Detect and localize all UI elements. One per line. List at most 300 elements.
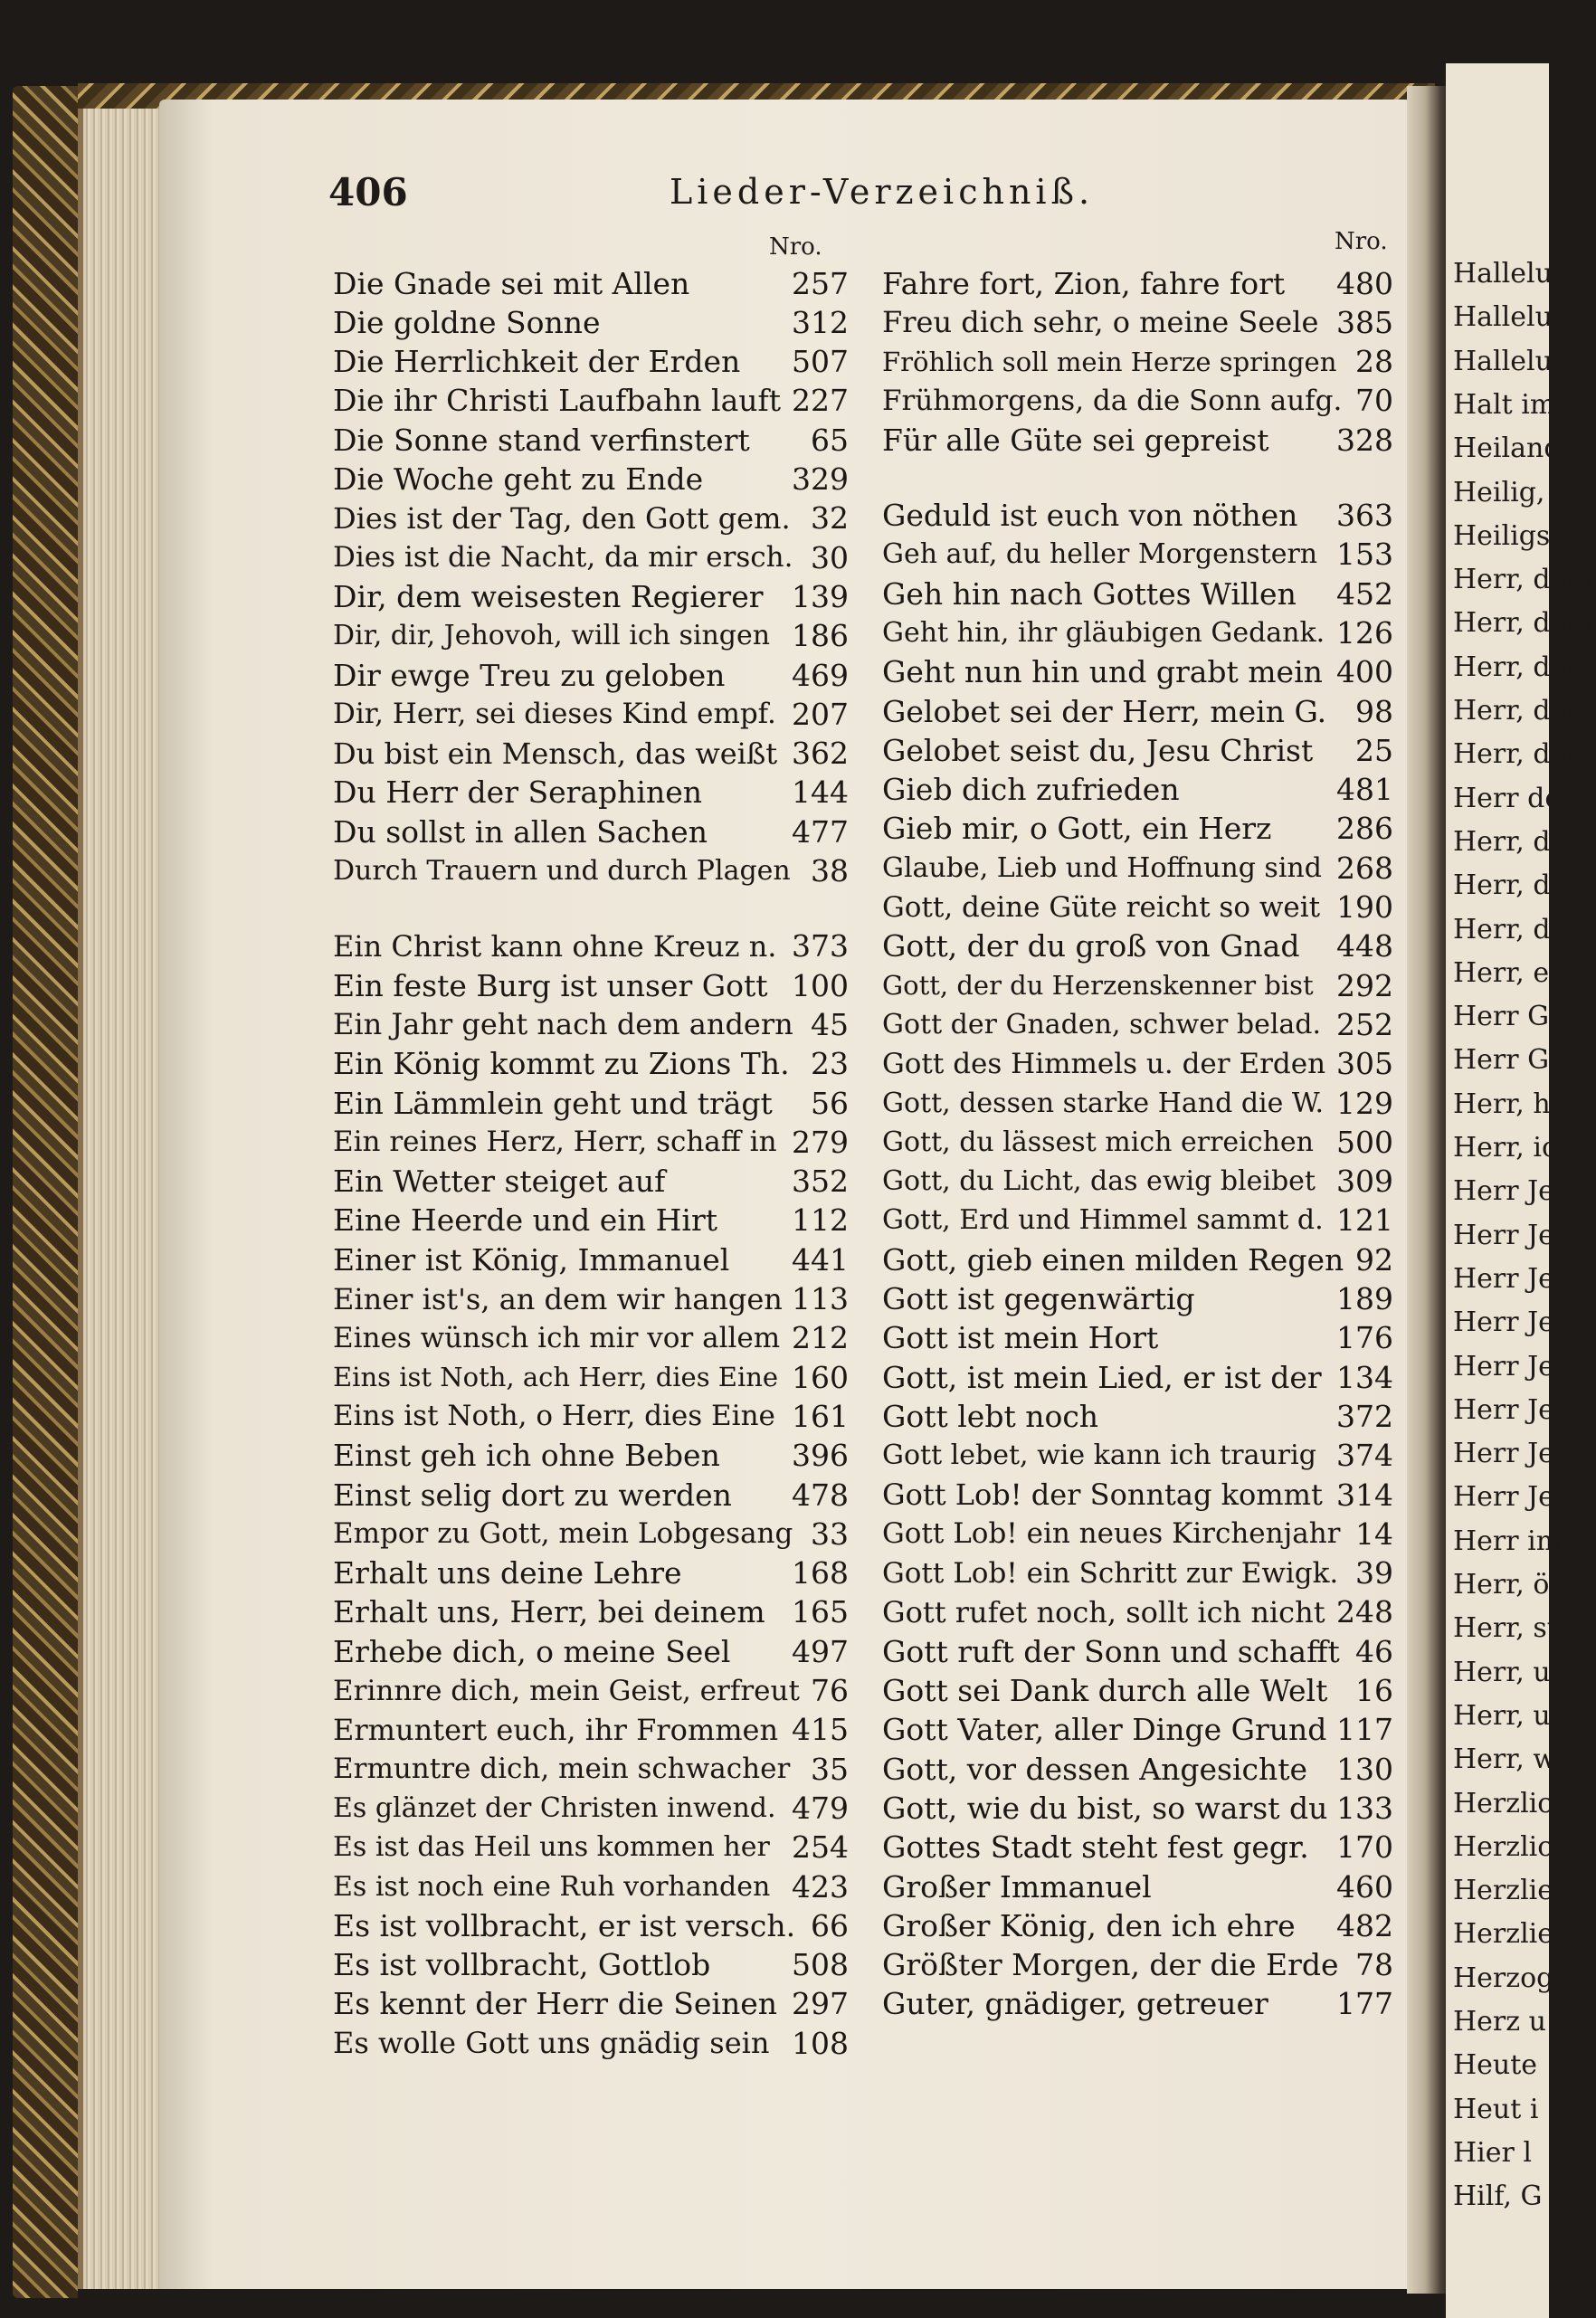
entry-number: 39 bbox=[1355, 1555, 1393, 1591]
entry-title: Gott des Himmels u. der Erden bbox=[882, 1047, 1326, 1080]
entry-title: Gott, gieb einen milden Regen bbox=[882, 1241, 1344, 1278]
entry-number: 252 bbox=[1336, 1006, 1393, 1042]
index-entry bbox=[882, 1554, 1393, 1592]
next-page-line: Herr Jes bbox=[1453, 1262, 1569, 1295]
entry-title: Gott, Erd und Himmel sammt d. bbox=[882, 1204, 1324, 1237]
next-page-line: Herr Go bbox=[1453, 1044, 1566, 1077]
entry-number: 396 bbox=[792, 1438, 849, 1474]
entry-number: 46 bbox=[1355, 1633, 1393, 1669]
entry-number: 189 bbox=[1336, 1281, 1393, 1316]
index-entry bbox=[882, 1632, 1393, 1670]
index-entry bbox=[333, 927, 849, 965]
entry-number: 481 bbox=[1336, 772, 1393, 808]
next-page-line: Heilig, he bbox=[1453, 476, 1588, 508]
entry-number: 207 bbox=[792, 696, 849, 732]
entry-number: 190 bbox=[1336, 889, 1393, 925]
index-entry bbox=[333, 343, 849, 381]
entry-title: Geht hin, ihr gläubigen Gedank. bbox=[882, 616, 1325, 649]
entry-title: Du sollst in allen Sachen bbox=[333, 813, 708, 850]
entry-title: Geh hin nach Gottes Willen bbox=[882, 575, 1297, 612]
entry-number: 38 bbox=[811, 853, 849, 888]
right-page-fragment bbox=[1446, 63, 1596, 2318]
index-entry bbox=[333, 1084, 849, 1122]
entry-number: 329 bbox=[792, 461, 849, 497]
next-page-line: Herr, öf bbox=[1453, 1569, 1560, 1601]
entry-title: Gott, ist mein Lied, er ist der bbox=[882, 1359, 1322, 1395]
index-entry bbox=[333, 1554, 849, 1592]
next-page-line: Herzlich bbox=[1453, 1787, 1571, 1819]
index-entry bbox=[333, 264, 849, 302]
next-page-line: Herr, dess bbox=[1453, 825, 1595, 858]
index-entry bbox=[882, 1397, 1393, 1435]
entry-title: Dies ist der Tag, den Gott gem. bbox=[333, 500, 791, 536]
index-entry bbox=[882, 1280, 1393, 1318]
entry-title: Großer Immanuel bbox=[882, 1868, 1152, 1905]
index-entry bbox=[882, 653, 1393, 691]
entry-title: Geht nun hin und grabt mein bbox=[882, 654, 1323, 690]
index-entry bbox=[882, 810, 1393, 848]
next-page-line: Herr, ich bbox=[1453, 1132, 1575, 1164]
entry-title: Guter, gnädiger, getreuer bbox=[882, 1986, 1268, 2022]
entry-number: 482 bbox=[1336, 1907, 1393, 1943]
entry-number: 56 bbox=[811, 1085, 849, 1121]
entry-number: 452 bbox=[1336, 575, 1393, 612]
entry-number: 460 bbox=[1336, 1868, 1393, 1905]
entry-title: Gott lebet, wie kann ich traurig bbox=[882, 1439, 1316, 1472]
next-page-line: Herr, du bbox=[1453, 913, 1568, 945]
entry-title: Gott Lob! ein Schritt zur Ewigk. bbox=[882, 1556, 1339, 1590]
entry-title: Es kennt der Herr die Seinen bbox=[333, 1986, 777, 2022]
index-entry bbox=[333, 656, 849, 694]
index-entry bbox=[333, 538, 849, 576]
entry-number: 25 bbox=[1355, 732, 1393, 768]
entry-number: 400 bbox=[1336, 654, 1393, 690]
entry-title: Es ist vollbracht, Gottlob bbox=[333, 1947, 711, 1983]
entry-number: 65 bbox=[811, 422, 849, 458]
entry-title: Empor zu Gott, mein Lobgesang bbox=[333, 1517, 793, 1551]
index-entry bbox=[882, 1946, 1393, 1984]
index-entry bbox=[882, 1867, 1393, 1905]
entry-number: 165 bbox=[792, 1594, 849, 1630]
index-entry bbox=[333, 1045, 849, 1083]
entry-number: 362 bbox=[792, 736, 849, 772]
next-page-line: Herr Jes bbox=[1453, 1393, 1569, 1426]
entry-title: Gelobet seist du, Jesu Christ bbox=[882, 732, 1314, 768]
entry-title: Es ist vollbracht, er ist versch. bbox=[333, 1907, 796, 1943]
index-entry bbox=[882, 343, 1393, 381]
entry-number: 477 bbox=[792, 813, 849, 850]
index-entry bbox=[882, 536, 1393, 574]
entry-number: 268 bbox=[1336, 850, 1393, 886]
entry-number: 121 bbox=[1336, 1202, 1393, 1239]
entry-title: Gott, vor dessen Angesichte bbox=[882, 1751, 1308, 1787]
entry-number: 254 bbox=[792, 1829, 849, 1866]
index-entry bbox=[882, 771, 1393, 809]
entry-number: 363 bbox=[1336, 498, 1393, 533]
index-entry bbox=[882, 1240, 1393, 1278]
next-page-line: Herzlie bbox=[1453, 1918, 1554, 1951]
entry-title: Ein feste Burg ist unser Gott bbox=[333, 967, 768, 1003]
entry-title: Du bist ein Mensch, das weißt bbox=[333, 736, 778, 771]
index-entry bbox=[882, 692, 1393, 730]
next-page-line: Herr Je bbox=[1453, 1350, 1554, 1382]
entry-number: 500 bbox=[1336, 1124, 1393, 1160]
index-entry bbox=[333, 577, 849, 615]
entry-title: Gott ist gegenwärtig bbox=[882, 1281, 1195, 1316]
index-entry bbox=[333, 1437, 849, 1475]
index-entry bbox=[882, 1672, 1393, 1710]
entry-number: 297 bbox=[792, 1986, 849, 2022]
entry-title: Fröhlich soll mein Herze springen bbox=[882, 346, 1337, 377]
index-entry bbox=[333, 1750, 849, 1788]
entry-number: 385 bbox=[1336, 304, 1393, 340]
entry-title: Die Herrlichkeit der Erden bbox=[333, 344, 741, 380]
index-entry bbox=[882, 1202, 1393, 1240]
index-entry bbox=[333, 1672, 849, 1710]
book-spine-binding bbox=[13, 86, 78, 2298]
entry-number: 352 bbox=[792, 1164, 849, 1200]
entry-title: Es ist noch eine Ruh vorhanden bbox=[333, 1870, 771, 1903]
entry-number: 112 bbox=[792, 1202, 849, 1239]
index-entry bbox=[882, 1789, 1393, 1827]
entry-title: Eins ist Noth, ach Herr, dies Eine bbox=[333, 1362, 779, 1393]
entry-number: 257 bbox=[792, 265, 849, 301]
entry-title: Erhalt uns deine Lehre bbox=[333, 1555, 682, 1591]
entry-title: Einer ist König, Immanuel bbox=[333, 1241, 730, 1278]
index-entry bbox=[333, 1789, 849, 1827]
entry-title: Ein Wetter steiget auf bbox=[333, 1164, 666, 1200]
entry-number: 78 bbox=[1355, 1947, 1393, 1983]
index-entry bbox=[882, 849, 1393, 887]
entry-title: Gott der Gnaden, schwer belad. bbox=[882, 1008, 1322, 1040]
index-entry bbox=[333, 695, 849, 733]
entry-title: Gott, der du Herzenskenner bist bbox=[882, 970, 1314, 1002]
entry-title: Gott rufet noch, sollt ich nicht bbox=[882, 1594, 1325, 1629]
next-page-line: Herzlie bbox=[1453, 1875, 1554, 1907]
entry-title: Erinnre dich, mein Geist, erfreut bbox=[333, 1674, 800, 1707]
entry-title: Die Woche geht zu Ende bbox=[333, 461, 704, 497]
entry-title: Eines wünsch ich mir vor allem bbox=[333, 1321, 781, 1354]
next-page-line: Herr, der bbox=[1453, 738, 1580, 771]
entry-title: Gott Vater, aller Dinge Grund bbox=[882, 1712, 1327, 1748]
next-page-line: Herr, w bbox=[1453, 1743, 1557, 1776]
next-page-line: Herr Got bbox=[1453, 1001, 1577, 1033]
entry-number: 28 bbox=[1355, 344, 1393, 380]
entry-title: Du Herr der Seraphinen bbox=[333, 774, 703, 811]
index-entry bbox=[333, 1632, 849, 1670]
index-entry bbox=[882, 1319, 1393, 1357]
entry-number: 312 bbox=[792, 304, 849, 340]
entry-number: 66 bbox=[811, 1907, 849, 1943]
next-page-line: Herzog bbox=[1453, 1962, 1554, 1994]
index-entry bbox=[333, 966, 849, 1004]
entry-number: 35 bbox=[811, 1751, 849, 1787]
entry-title: Geh auf, du heller Morgenstern bbox=[882, 538, 1318, 571]
index-entry bbox=[333, 303, 849, 341]
entry-number: 23 bbox=[811, 1046, 849, 1082]
entry-title: Ein Jahr geht nach dem andern bbox=[333, 1007, 793, 1042]
entry-number: 478 bbox=[792, 1477, 849, 1513]
entry-title: Gelobet sei der Herr, mein G. bbox=[882, 693, 1327, 729]
next-page-line: Halleluja! bbox=[1453, 258, 1589, 290]
index-entry bbox=[882, 613, 1393, 651]
entry-number: 108 bbox=[792, 2025, 849, 2061]
entry-number: 507 bbox=[792, 344, 849, 380]
next-page-line: Herr, es bbox=[1453, 956, 1563, 989]
entry-number: 328 bbox=[1336, 422, 1393, 458]
index-entry bbox=[333, 1280, 849, 1318]
index-entry bbox=[882, 1476, 1393, 1514]
entry-number: 480 bbox=[1336, 265, 1393, 301]
entry-title: Dir, dir, Jehovoh, will ich singen bbox=[333, 620, 771, 652]
entry-title: Es ist das Heil uns kommen her bbox=[333, 1831, 770, 1864]
entry-number: 129 bbox=[1336, 1085, 1393, 1121]
index-entry bbox=[333, 1829, 849, 1867]
entry-title: Gott Lob! ein neues Kirchenjahr bbox=[882, 1517, 1341, 1551]
next-page-line: Herr, un bbox=[1453, 1656, 1569, 1688]
entry-title: Frühmorgens, da die Sonn aufg. bbox=[882, 384, 1343, 417]
entry-title: Eine Heerde und ein Hirt bbox=[333, 1202, 717, 1239]
entry-title: Es glänzet der Christen inwend. bbox=[333, 1791, 776, 1824]
index-entry bbox=[333, 1240, 849, 1278]
entry-title: Gott, du lässest mich erreichen bbox=[882, 1126, 1314, 1158]
next-page-line: Herr, dein bbox=[1453, 607, 1593, 640]
next-page-line: Herzlich bbox=[1453, 1830, 1571, 1863]
entry-number: 14 bbox=[1355, 1515, 1393, 1552]
index-entry bbox=[333, 1985, 849, 2023]
index-entry bbox=[333, 617, 849, 655]
entry-title: Gott Lob! der Sonntag kommt bbox=[882, 1477, 1323, 1512]
entry-number: 373 bbox=[792, 928, 849, 964]
entry-number: 32 bbox=[811, 500, 849, 537]
index-entry bbox=[333, 1946, 849, 1984]
index-entry bbox=[333, 1358, 849, 1396]
entry-number: 134 bbox=[1336, 1359, 1393, 1395]
index-entry bbox=[333, 1515, 849, 1553]
index-entry bbox=[333, 1476, 849, 1514]
entry-title: Gieb dich zufrieden bbox=[882, 772, 1180, 808]
index-entry bbox=[882, 966, 1393, 1004]
index-entry bbox=[882, 1750, 1393, 1788]
entry-title: Dir, Herr, sei dieses Kind empf. bbox=[333, 698, 776, 731]
index-entry bbox=[882, 1045, 1393, 1083]
index-entry bbox=[882, 888, 1393, 926]
entry-number: 479 bbox=[792, 1790, 849, 1826]
entry-number: 415 bbox=[792, 1712, 849, 1748]
index-entry bbox=[333, 1867, 849, 1905]
entry-number: 227 bbox=[792, 383, 849, 419]
next-page-line: Heiligster bbox=[1453, 519, 1591, 552]
entry-number: 448 bbox=[1336, 928, 1393, 964]
next-page-line: Herr Jes bbox=[1453, 1175, 1569, 1208]
entry-title: Ein reines Herz, Herr, schaff in bbox=[333, 1126, 777, 1159]
index-entry bbox=[882, 1084, 1393, 1122]
entry-number: 70 bbox=[1355, 383, 1393, 419]
entry-number: 130 bbox=[1336, 1751, 1393, 1787]
index-entry bbox=[333, 382, 849, 420]
entry-title: Einer ist's, an dem wir hangen bbox=[333, 1281, 783, 1316]
entry-number: 186 bbox=[792, 618, 849, 654]
entry-title: Die Sonne stand verfinstert bbox=[333, 422, 750, 458]
index-entry bbox=[333, 1319, 849, 1357]
index-entry bbox=[333, 1202, 849, 1240]
index-entry bbox=[333, 1123, 849, 1161]
entry-number: 33 bbox=[811, 1515, 849, 1552]
entry-number: 133 bbox=[1336, 1790, 1393, 1826]
entry-title: Größter Morgen, der die Erde bbox=[882, 1947, 1339, 1983]
next-page-line: Heiland, d bbox=[1453, 432, 1596, 465]
index-entry bbox=[333, 421, 849, 459]
index-entry bbox=[333, 2024, 849, 2062]
entry-number: 497 bbox=[792, 1633, 849, 1669]
index-entry bbox=[333, 812, 849, 850]
index-entry bbox=[882, 731, 1393, 769]
entry-number: 177 bbox=[1336, 1986, 1393, 2022]
entry-number: 508 bbox=[792, 1947, 849, 1983]
entry-title: Durch Trauern und durch Plagen bbox=[333, 855, 791, 887]
index-entry bbox=[333, 1163, 849, 1201]
entry-number: 153 bbox=[1336, 537, 1393, 573]
entry-number: 98 bbox=[1355, 693, 1393, 729]
entry-title: Gott sei Dank durch alle Welt bbox=[882, 1673, 1328, 1708]
entry-title: Eins ist Noth, o Herr, dies Eine bbox=[333, 1400, 775, 1433]
index-entry bbox=[333, 1397, 849, 1435]
entry-title: Für alle Güte sei gepreist bbox=[882, 422, 1269, 458]
index-entry bbox=[333, 774, 849, 812]
entry-title: Gott lebt noch bbox=[882, 1398, 1099, 1434]
index-entry bbox=[333, 499, 849, 537]
entry-number: 168 bbox=[792, 1555, 849, 1591]
index-entry bbox=[882, 1906, 1393, 1944]
entry-number: 441 bbox=[792, 1241, 849, 1278]
entry-number: 16 bbox=[1355, 1673, 1393, 1708]
next-page-line: Herr, st bbox=[1453, 1612, 1558, 1645]
entry-title: Freu dich sehr, o meine Seele bbox=[882, 305, 1319, 340]
index-entry bbox=[882, 1163, 1393, 1201]
entry-title: Gott, dessen starke Hand die W. bbox=[882, 1087, 1325, 1119]
entry-title: Ermuntre dich, mein schwacher bbox=[333, 1753, 791, 1786]
entry-title: Gott, der du groß von Gnad bbox=[882, 928, 1300, 964]
entry-title: Ein König kommt zu Zions Th. bbox=[333, 1046, 790, 1082]
entry-number: 279 bbox=[792, 1124, 849, 1160]
index-entry bbox=[882, 421, 1393, 459]
index-entry bbox=[882, 382, 1393, 420]
entry-number: 92 bbox=[1355, 1241, 1393, 1278]
next-page-line: Halleluja! bbox=[1453, 301, 1589, 334]
entry-title: Gott, wie du bist, so warst du bbox=[882, 1790, 1328, 1826]
index-entry bbox=[882, 497, 1393, 535]
index-entry bbox=[882, 1123, 1393, 1161]
entry-title: Einst geh ich ohne Beben bbox=[333, 1438, 720, 1474]
index-entry bbox=[333, 1711, 849, 1749]
index-entry bbox=[333, 1906, 849, 1944]
entry-number: 126 bbox=[1336, 614, 1393, 651]
entry-title: Die ihr Christi Laufbahn lauft bbox=[333, 383, 781, 419]
entry-title: Die Gnade sei mit Allen bbox=[333, 265, 690, 301]
entry-title: Gott ist mein Hort bbox=[882, 1320, 1159, 1356]
entry-number: 144 bbox=[792, 774, 849, 811]
entry-title: Erhalt uns, Herr, bei deinem bbox=[333, 1594, 765, 1630]
page-edges bbox=[78, 109, 165, 2289]
index-entry bbox=[882, 1437, 1393, 1475]
entry-number: 139 bbox=[792, 578, 849, 614]
entry-title: Gieb mir, o Gott, ein Herz bbox=[882, 811, 1272, 847]
index-entry bbox=[333, 1593, 849, 1631]
next-page-line: Herr, hör bbox=[1453, 1088, 1581, 1120]
entry-number: 117 bbox=[1336, 1712, 1393, 1748]
entry-number: 100 bbox=[792, 967, 849, 1003]
next-page-line: Herr, der bbox=[1453, 695, 1580, 727]
next-page-line: Herz u bbox=[1453, 2006, 1546, 2038]
left-column-header: Nro. bbox=[769, 233, 822, 261]
index-entry bbox=[333, 735, 849, 773]
index-entry bbox=[882, 1005, 1393, 1043]
next-page-line: Herr, dein bbox=[1453, 564, 1593, 596]
entry-title: Gott, deine Güte reicht so weit bbox=[882, 890, 1321, 924]
next-page-line: Hier l bbox=[1453, 2136, 1532, 2169]
next-page-line: Herr, der bbox=[1453, 651, 1580, 683]
entry-number: 469 bbox=[792, 657, 849, 693]
entry-number: 76 bbox=[811, 1673, 849, 1708]
index-entry bbox=[333, 461, 849, 499]
entry-title: Die goldne Sonne bbox=[333, 304, 601, 340]
entry-number: 309 bbox=[1336, 1164, 1393, 1200]
next-page-line: Halt im G bbox=[1453, 388, 1586, 421]
entry-number: 45 bbox=[811, 1006, 849, 1042]
entry-title: Großer König, den ich ehre bbox=[882, 1907, 1296, 1943]
next-page-line: Herr, u bbox=[1453, 1699, 1551, 1732]
page-title: Lieder-Verzeichniß. bbox=[670, 172, 1095, 212]
next-page-line: Herr Jes bbox=[1453, 1219, 1569, 1251]
index-entry bbox=[882, 1358, 1393, 1396]
next-page-line: Herr, du bbox=[1453, 869, 1568, 902]
index-entry bbox=[333, 1005, 849, 1043]
entry-title: Geduld ist euch von nöthen bbox=[882, 498, 1298, 533]
entry-number: 160 bbox=[792, 1359, 849, 1395]
entry-number: 286 bbox=[1336, 811, 1393, 847]
index-entry bbox=[882, 1985, 1393, 2023]
next-page-line: Herr im bbox=[1453, 1525, 1563, 1557]
entry-title: Fahre fort, Zion, fahre fort bbox=[882, 265, 1286, 301]
next-page-line: Herr der bbox=[1453, 782, 1574, 814]
entry-number: 176 bbox=[1336, 1320, 1393, 1356]
next-page-line: Heute bbox=[1453, 2049, 1538, 2082]
entry-title: Gottes Stadt steht fest gegr. bbox=[882, 1829, 1309, 1866]
entry-number: 314 bbox=[1336, 1477, 1393, 1513]
index-entry bbox=[882, 575, 1393, 613]
entry-number: 248 bbox=[1336, 1594, 1393, 1630]
next-page-line: Herr Jes bbox=[1453, 1306, 1569, 1339]
entry-title: Ein Christ kann ohne Kreuz n. bbox=[333, 928, 777, 964]
entry-number: 292 bbox=[1336, 967, 1393, 1003]
entry-title: Dir, dem weisesten Regierer bbox=[333, 578, 764, 614]
entry-number: 423 bbox=[792, 1868, 849, 1905]
next-page-line: Herr Je bbox=[1453, 1481, 1554, 1514]
next-page-line: Heut i bbox=[1453, 2093, 1539, 2125]
entry-number: 372 bbox=[1336, 1398, 1393, 1434]
next-page-line: Hilf, G bbox=[1453, 2180, 1543, 2213]
entry-title: Ein Lämmlein geht und trägt bbox=[333, 1085, 773, 1121]
entry-title: Ermuntert euch, ihr Frommen bbox=[333, 1712, 779, 1747]
entry-number: 305 bbox=[1336, 1046, 1393, 1082]
entry-title: Dies ist die Nacht, da mir ersch. bbox=[333, 541, 793, 575]
entry-number: 170 bbox=[1336, 1829, 1393, 1866]
entry-number: 30 bbox=[811, 539, 849, 575]
entry-number: 113 bbox=[792, 1281, 849, 1316]
index-entry bbox=[882, 1515, 1393, 1553]
next-page-line: Herr Je bbox=[1453, 1438, 1554, 1470]
entry-title: Glaube, Lieb und Hoffnung sind bbox=[882, 851, 1322, 884]
